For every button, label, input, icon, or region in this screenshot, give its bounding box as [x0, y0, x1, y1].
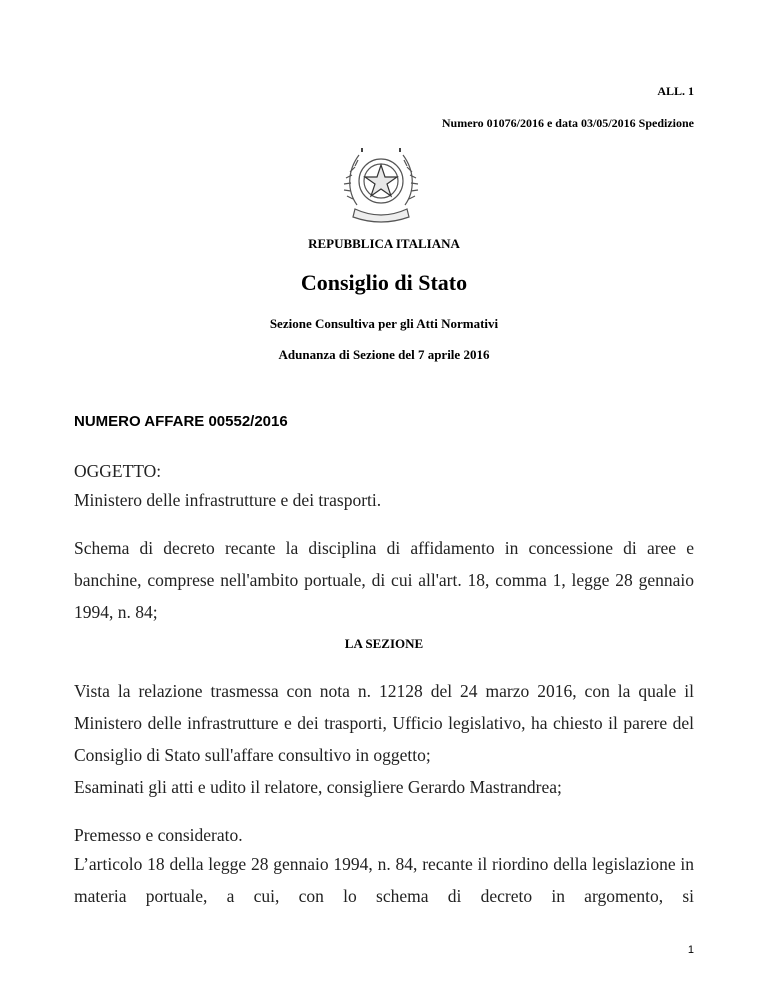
esaminati-paragraph: Esaminati gli atti e udito il relatore, consigliere Gerardo Mastrandrea;	[74, 777, 562, 797]
sezione-subtitle: Sezione Consultiva per gli Atti Normativi	[269, 316, 499, 331]
numero-affare: NUMERO AFFARE 00552/2016	[74, 413, 288, 430]
articolo-paragraph: L’articolo 18 della legge 28 gennaio 1994, n. 84, recante il riordino della legislazione in materia portuale, a cui, con lo schema di decreto in argomento, si	[74, 854, 694, 906]
la-sezione-heading: LA SEZIONE	[344, 636, 424, 651]
adunanza-subtitle: Adunanza di Sezione del 7 aprile 2016	[278, 347, 490, 362]
italian-republic-emblem-icon	[343, 143, 419, 225]
oggetto-label: OGGETTO:	[74, 461, 162, 481]
page-number: 1	[687, 944, 694, 956]
oggetto-ministero: Ministero delle infrastrutture e dei trasporti.	[74, 490, 382, 510]
numero-spedizione-line: Numero 01076/2016 e data 03/05/2016 Spedizione	[441, 116, 694, 130]
page-title: Consiglio di Stato	[300, 270, 468, 295]
oggetto-schema-paragraph: Schema di decreto recante la disciplina di affidamento in concessione di aree e banchine, comprese nell'ambito portuale, di cui all'art. 18, comma 1, legge 28 gennaio 1994, n. 84;	[74, 538, 694, 622]
vista-paragraph: Vista la relazione trasmessa con nota n. 12128 del 24 marzo 2016, con la quale il Ministero delle infrastrutture e dei trasporti, Ufficio legislativo, ha chiesto il parere del Consiglio di Stato sull'affare consultivo in oggetto;	[74, 681, 694, 765]
allegato-label: ALL. 1	[657, 84, 694, 98]
premesso-paragraph: Premesso e considerato.	[74, 825, 243, 845]
repubblica-heading: REPUBBLICA ITALIANA	[308, 236, 460, 251]
